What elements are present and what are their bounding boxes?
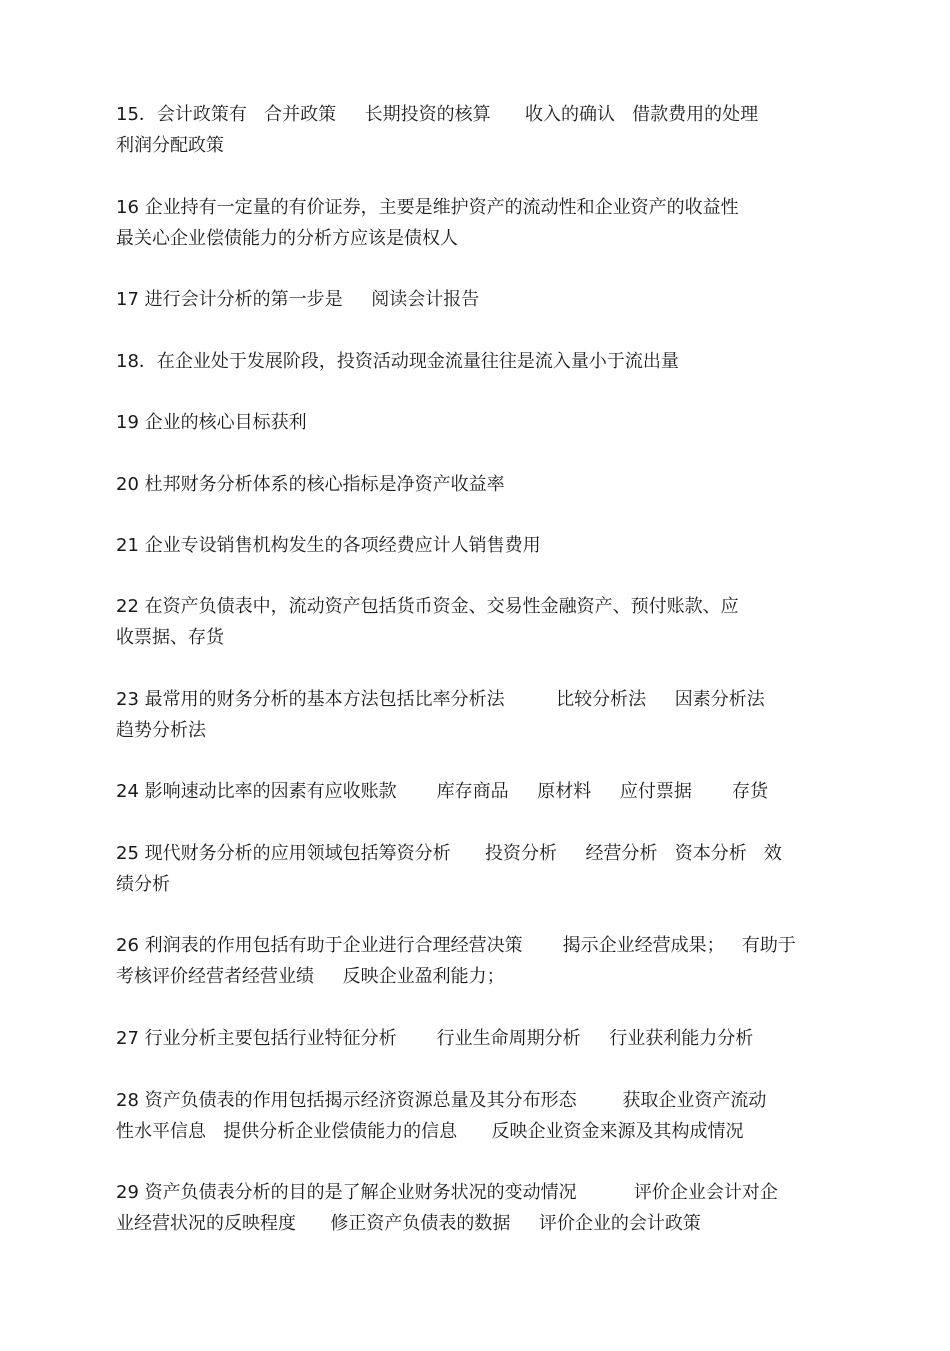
question-item-17 — [116, 284, 828, 315]
text-line: 23 最常用的财务分析的基本方法包括比率分析法 比较分析法 因素分析法 — [116, 689, 765, 710]
question-item-19 — [116, 407, 828, 438]
question-item-15 — [116, 99, 828, 161]
text-line: 24 影响速动比率的因素有应收账款 库存商品 原材料 应付票据 存货 — [116, 781, 768, 802]
question-item-23 — [116, 684, 828, 746]
question-item-22 — [116, 591, 828, 653]
question-item-29 — [116, 1177, 828, 1239]
question-item-24 — [116, 776, 828, 807]
question-item-21 — [116, 530, 828, 561]
text-line: 收票据、存货 — [116, 627, 224, 648]
text-line: 18．在企业处于发展阶段，投资活动现金流量往往是流入量小于流出量 — [116, 351, 679, 372]
text-line: 22 在资产负债表中，流动资产包括货币资金、交易性金融资产、预付账款、应 — [116, 596, 739, 617]
text-line: 17 进行会计分析的第一步是 阅读会计报告 — [116, 289, 480, 310]
text-line: 19 企业的核心目标获利 — [116, 412, 307, 433]
text-line: 16 企业持有一定量的有价证券，主要是维护资产的流动性和企业资产的收益性 — [116, 197, 739, 218]
text-line: 21 企业专设销售机构发生的各项经费应计人销售费用 — [116, 535, 541, 556]
text-line: 业经营状况的反映程度 修正资产负债表的数据 评价企业的会计政策 — [116, 1213, 701, 1234]
text-line: 28 资产负债表的作用包括揭示经济资源总量及其分布形态 获取企业资产流动 — [116, 1090, 767, 1111]
text-line: 26 利润表的作用包括有助于企业进行合理经营决策 揭示企业经营成果； 有助于 — [116, 935, 796, 956]
text-line: 15．会计政策有 合并政策 长期投资的核算 收入的确认 借款费用的处理 — [116, 104, 759, 125]
text-line: 29 资产负债表分析的目的是了解企业财务状况的变动情况 评价企业会计对企 — [116, 1182, 778, 1203]
text-line: 27 行业分析主要包括行业特征分析 行业生命周期分析 行业获利能力分析 — [116, 1028, 754, 1049]
text-line: 20 杜邦财务分析体系的核心指标是净资产收益率 — [116, 474, 505, 495]
text-line: 25 现代财务分析的应用领域包括筹资分析 投资分析 经营分析 资本分析 效 — [116, 843, 782, 864]
question-item-26 — [116, 930, 828, 992]
question-item-16 — [116, 192, 828, 254]
text-line: 考核评价经营者经营业绩 反映企业盈利能力； — [116, 966, 505, 987]
question-item-28 — [116, 1085, 828, 1147]
text-line: 利润分配政策 — [116, 135, 224, 156]
text-line: 绩分析 — [116, 874, 170, 895]
question-item-25 — [116, 838, 828, 900]
text-line: 性水平信息 提供分析企业偿债能力的信息 反映企业资金来源及其构成情况 — [116, 1121, 744, 1142]
question-item-27 — [116, 1023, 828, 1054]
question-item-18 — [116, 346, 828, 377]
text-line: 趋势分析法 — [116, 720, 206, 741]
text-line: 最关心企业偿债能力的分析方应该是债权人 — [116, 228, 458, 249]
question-item-20 — [116, 469, 828, 500]
